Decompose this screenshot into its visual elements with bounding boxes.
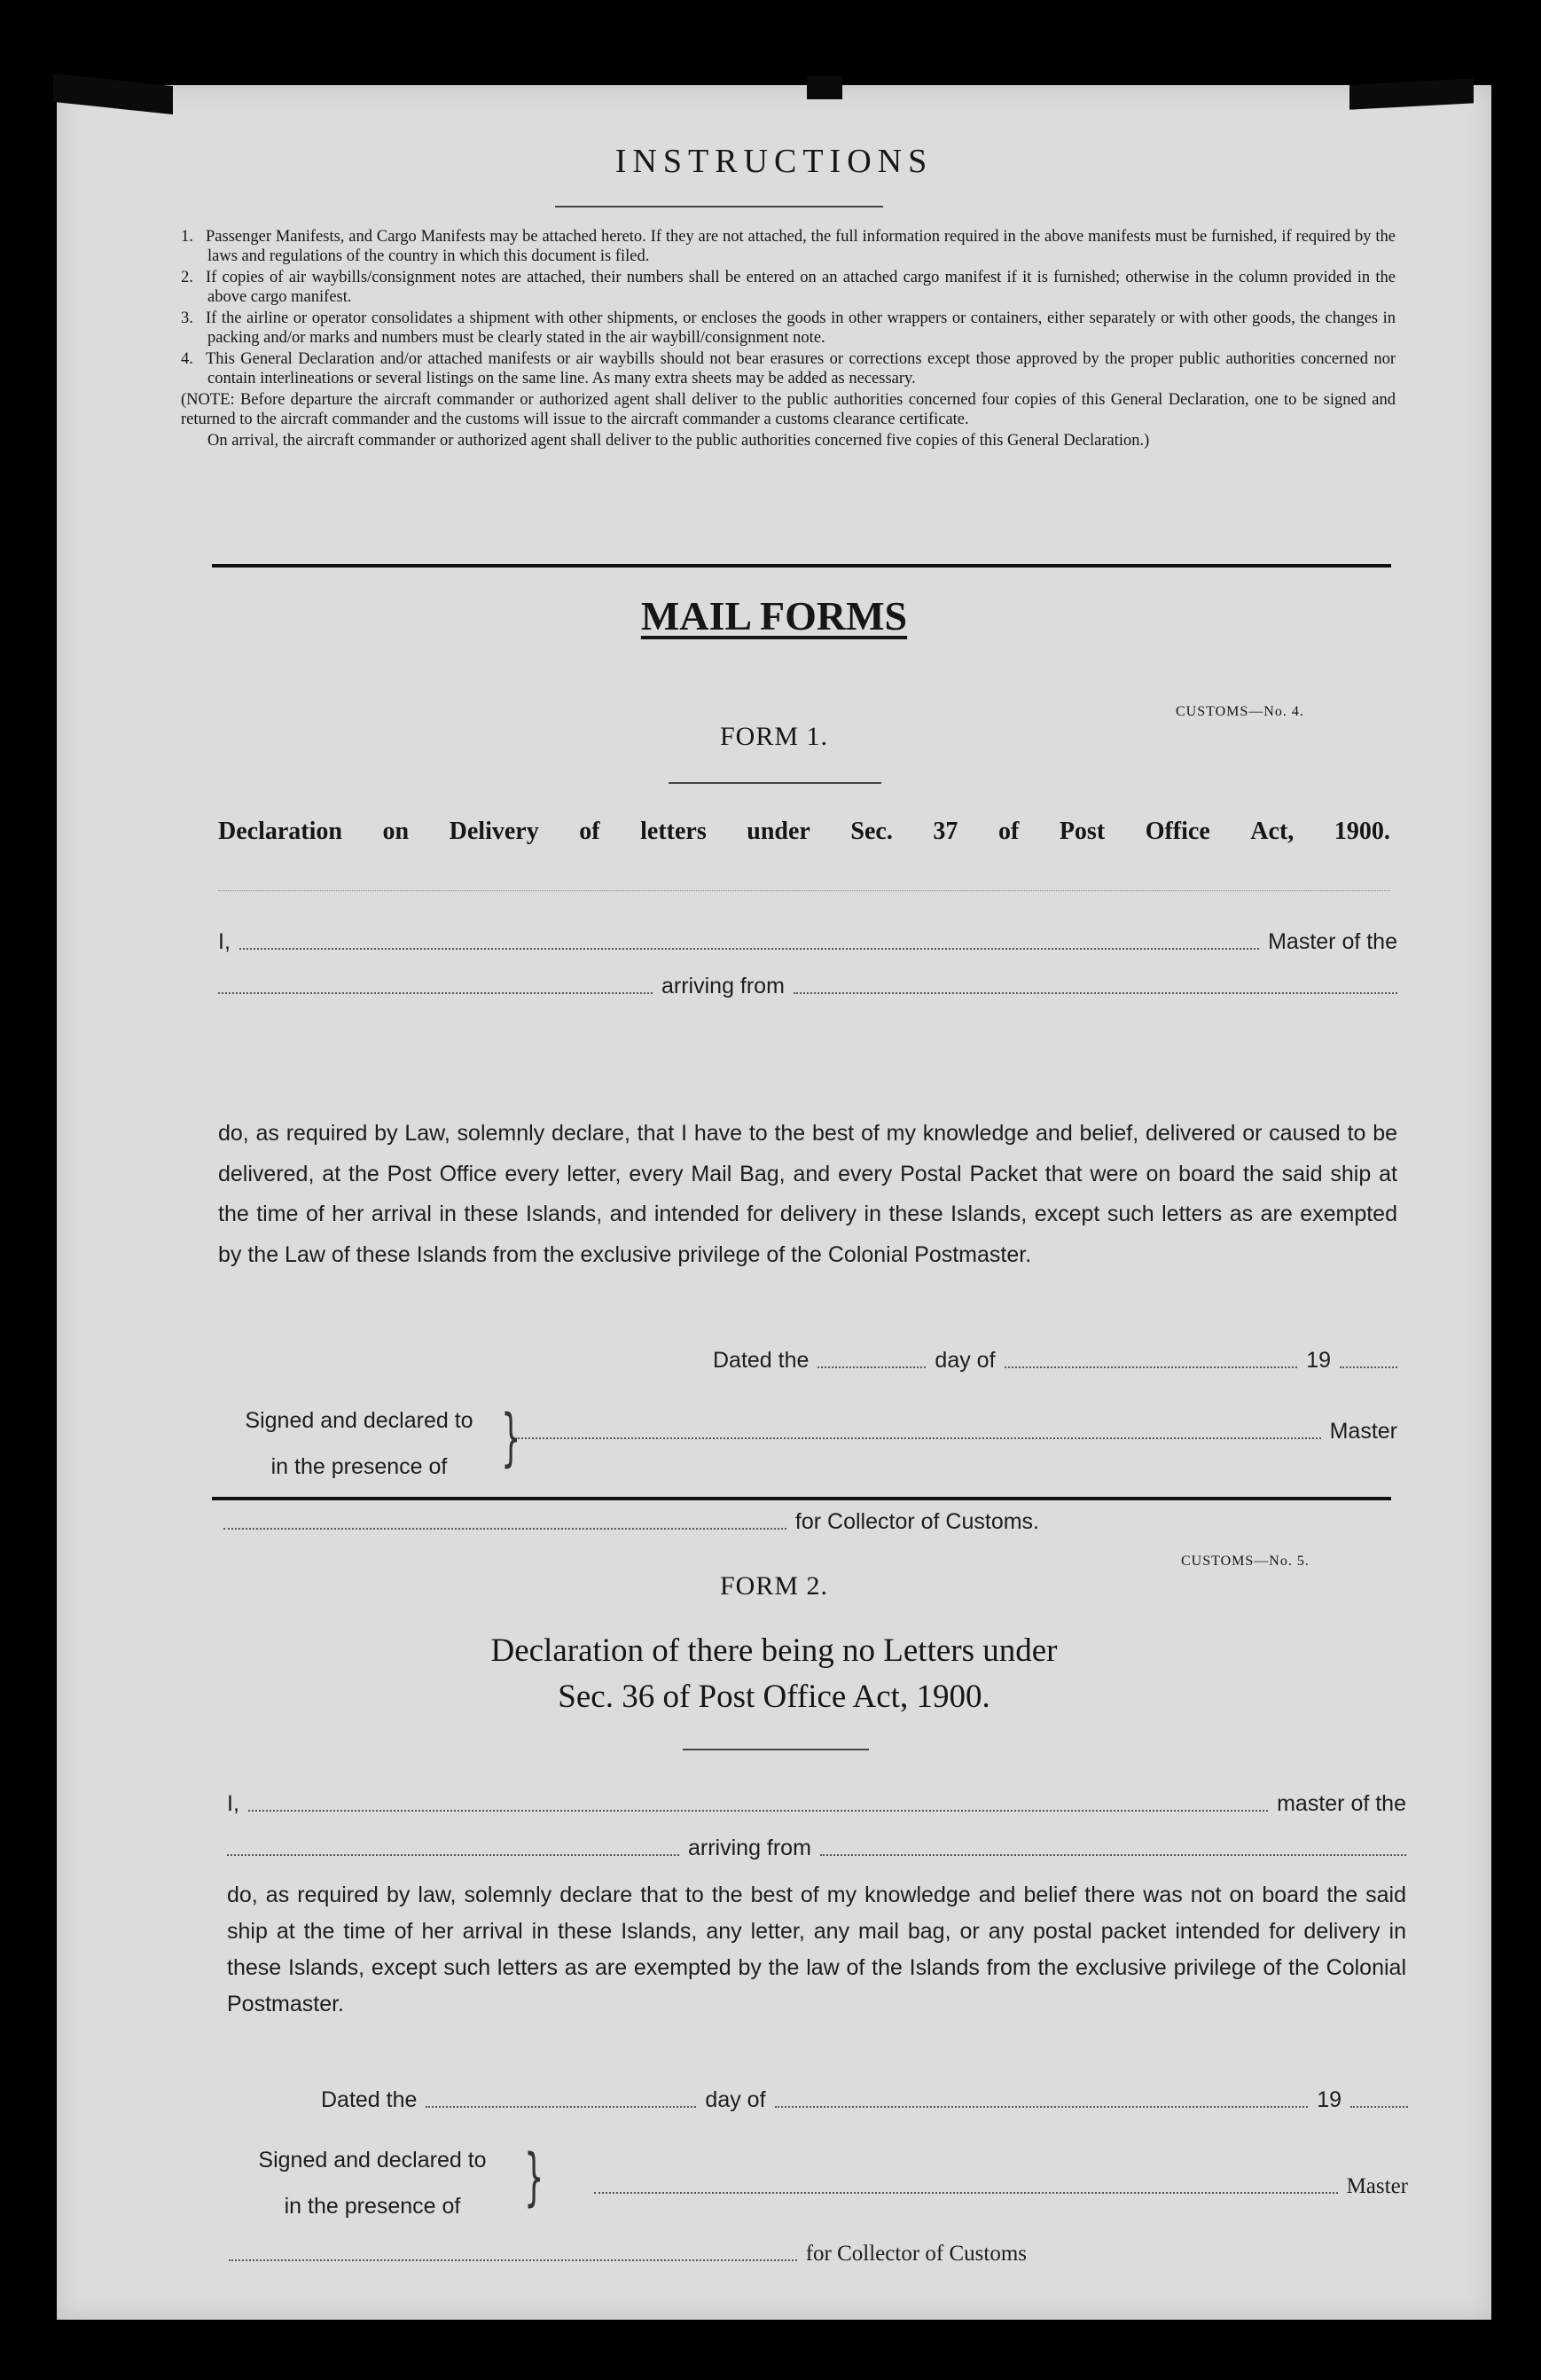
form1-arriving-line: arriving from — [218, 974, 1397, 999]
binding-clip-left — [53, 74, 173, 114]
form2-year-field[interactable] — [1350, 2088, 1408, 2108]
form2-collector-line: for Collector of Customs — [229, 2242, 1027, 2266]
form1-collector-line: for Collector of Customs. — [223, 1509, 1039, 1535]
instruction-item: 4. This General Declaration and/or attached manifests or air waybills should not bear erasures or corrections except those approved by the proper public authorities concerned nor contain interlineations or several listings on the same line. As many extra sheets may be added as necessary. — [181, 350, 1396, 388]
instructions-divider — [555, 206, 883, 207]
form2-from-field[interactable] — [820, 1836, 1406, 1856]
form2-month-field[interactable] — [775, 2088, 1309, 2108]
instruction-item: 1. Passenger Manifests, and Cargo Manifests may be attached hereto. If they are not attached, the full information required in the above manifests must be furnished, if required by the laws and regulations of the country in which this document is filed. — [181, 228, 1396, 265]
form1-master-signature-line: Master — [518, 1419, 1397, 1444]
brace-icon: } — [501, 1401, 521, 1474]
form2-name-field[interactable] — [248, 1792, 1268, 1812]
binding-clip-center — [807, 76, 842, 99]
form2-signed-label: Signed and declared to in the presence of — [258, 2148, 487, 2219]
form2-day-field[interactable] — [426, 2088, 696, 2108]
form1-collector-field[interactable] — [223, 1510, 786, 1530]
form1-signed-label: Signed and declared to in the presence of — [245, 1408, 473, 1479]
instruction-note-arrival: On arrival, the aircraft commander or authorized agent shall deliver to the public authorities concerned five copies of this General Declaration.) — [207, 432, 1150, 450]
form2-heading-rule — [683, 1749, 869, 1750]
form2-title: FORM 2. — [719, 1571, 829, 1601]
form1-title: FORM 1. — [719, 722, 829, 751]
instruction-item: 3. If the airline or operator consolidates a shipment with other shipments, or encloses the goods in other wrappers or containers, either separately or with other goods, the changes in packing and/or marks and numbers must be clearly stated in the air waybill/consignment note. — [181, 309, 1396, 347]
instructions-list — [181, 227, 1396, 452]
form2-body: do, as required by law, solemnly declare that to the best of my knowledge and belief there was not on board the said ship at the time of her arrival in these Islands, any letter, any mail bag, or any postal packet intended for delivery in these Islands, except such letters as are exempted by the law of the Islands from the exclusive privilege of the Colonial Postmaster. — [227, 1883, 1406, 2016]
form2-signature-field[interactable] — [594, 2174, 1338, 2194]
binding-clip-right — [1349, 78, 1474, 109]
brace-icon: } — [524, 2141, 544, 2213]
form1-declaration-heading: Declaration on Delivery of letters under Sec. 37 of Post Office Act, 1900. — [218, 818, 1390, 845]
form2-ship-field[interactable] — [227, 1836, 679, 1856]
form1-day-field[interactable] — [817, 1349, 926, 1368]
form1-month-field[interactable] — [1005, 1349, 1298, 1368]
form2-declaration-heading: Declaration of there being no Letters under Sec. 36 of Post Office Act, 1900. — [490, 1632, 1058, 1715]
instructions-title: INSTRUCTIONS — [614, 143, 934, 180]
form1-ship-field[interactable] — [218, 975, 653, 994]
mail-forms-title: MAIL FORMS — [640, 593, 908, 638]
document-page — [57, 85, 1491, 2320]
form1-heading-rule — [218, 890, 1390, 891]
instruction-note: (NOTE: Before departure the aircraft commander or authorized agent shall deliver to the public authorities concerned four copies of this General Declaration, one to be signed and returned to the aircraft commander and the customs will issue to the aircraft commander a customs clearance certificate. — [181, 391, 1396, 428]
form2-arriving-line: arriving from — [227, 1836, 1406, 1861]
form1-name-field[interactable] — [239, 930, 1259, 950]
form-divider — [212, 1497, 1391, 1500]
form1-customs-number: CUSTOMS—No. 4. — [1176, 704, 1304, 719]
section-divider — [212, 564, 1391, 568]
form2-master-signature-line: Master — [594, 2174, 1408, 2199]
form1-dated-line: Dated the day of 19 — [713, 1348, 1397, 1374]
form1-signature-field[interactable] — [518, 1420, 1321, 1439]
form1-master-line: I, Master of the — [218, 929, 1397, 954]
form1-body: do, as required by Law, solemnly declare, that I have to the best of my knowledge and belief, delivered or caused to be delivered, at the Post Office every letter, every Mail Bag, and every Postal Packet that were on board the said ship at the time of her arrival in these Islands, and intended for delivery in these Islands, except such letters as are exempted by the Law of these Islands from the exclusive privilege of the Colonial Postmaster. — [218, 1121, 1397, 1267]
form1-title-rule — [669, 782, 881, 784]
form1-from-field[interactable] — [794, 975, 1397, 994]
form2-customs-number: CUSTOMS—No. 5. — [1181, 1554, 1310, 1569]
form2-dated-line: Dated the day of 19 — [321, 2087, 1408, 2113]
form2-collector-field[interactable] — [229, 2242, 797, 2261]
instruction-item: 2. If copies of air waybills/consignment notes are attached, their numbers shall be entered on an attached cargo manifest if it is furnished; otherwise in the column provided in the above cargo manifest. — [181, 269, 1396, 306]
form1-year-field[interactable] — [1340, 1349, 1397, 1368]
form2-master-line: I, master of the — [227, 1791, 1406, 1816]
